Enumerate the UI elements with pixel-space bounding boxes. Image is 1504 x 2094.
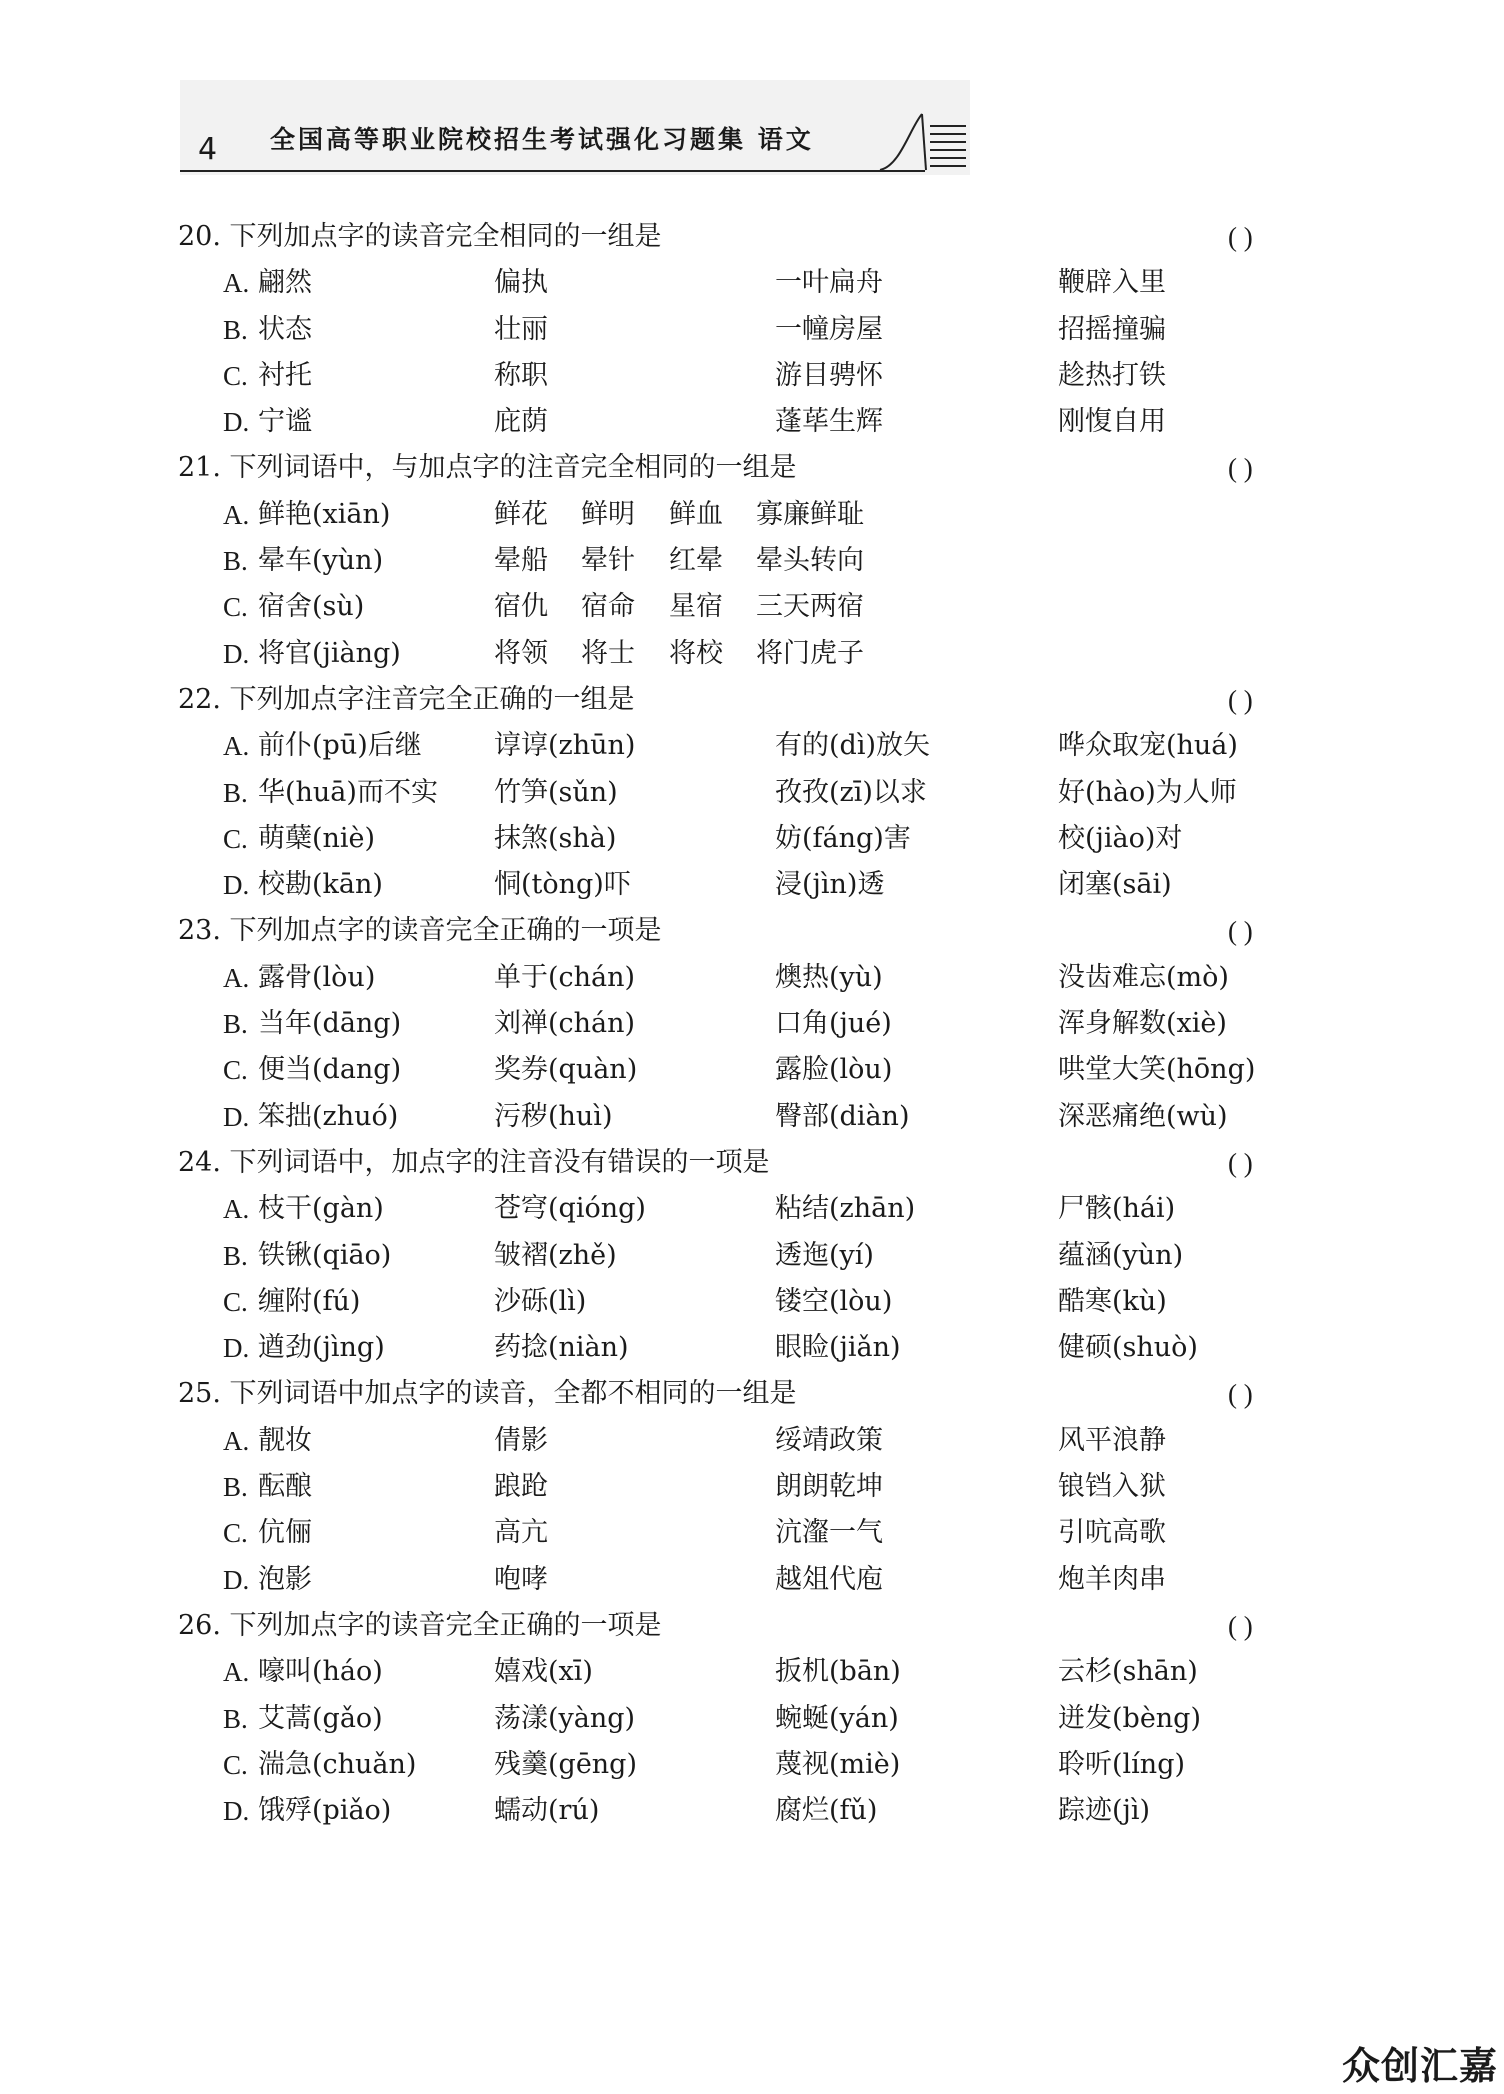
option-item: 便当(dang): [258, 1054, 402, 1086]
option-row-c: [178, 1279, 1338, 1325]
option-label: B.: [223, 1009, 248, 1040]
header-divider: [180, 170, 925, 172]
question-text: 26. 下列加点字的读音完全正确的一项是: [178, 1609, 662, 1641]
option-item: 云杉(shān): [1058, 1656, 1198, 1688]
question-23: [178, 908, 1338, 1139]
option-row-a: [178, 1649, 1338, 1695]
option-item: 污秽(huì): [494, 1100, 613, 1132]
option-label: D.: [223, 1333, 250, 1364]
option-row-a: [178, 723, 1338, 769]
running-header: [180, 80, 970, 180]
option-item: 蜿蜒(yán): [775, 1702, 899, 1734]
option-item: 招摇撞骗: [1058, 313, 1166, 345]
option-item: 校勘(kān): [258, 869, 383, 901]
option-item: 咆哮: [494, 1563, 548, 1595]
option-label: B.: [223, 1472, 248, 1503]
option-item: 刚愎自用: [1058, 406, 1166, 438]
option-item: 枝干(gàn): [258, 1193, 384, 1225]
answer-bracket[interactable]: ( ): [1228, 1610, 1253, 1641]
option-label: A.: [223, 962, 250, 993]
option-item: 燠热(yù): [775, 961, 883, 993]
question-21: [178, 445, 1338, 676]
option-item: 没齿难忘(mò): [1058, 961, 1229, 993]
option-row-d: [178, 1557, 1338, 1603]
option-label: B.: [223, 546, 248, 577]
option-row-c: [178, 353, 1338, 399]
question-stem: [178, 445, 1338, 491]
option-item: 朗朗乾坤: [775, 1471, 883, 1503]
option-label: A.: [223, 731, 250, 762]
option-item: 孜孜(zī)以求: [775, 776, 927, 808]
answer-bracket[interactable]: ( ): [1228, 222, 1253, 252]
option-item: 一幢房屋: [775, 313, 883, 345]
option-label: C.: [223, 1055, 248, 1086]
option-item: 鲜血: [669, 498, 723, 530]
option-row-b: [178, 1464, 1338, 1510]
option-item: 竹笋(sǔn): [494, 776, 618, 808]
option-label: A.: [223, 499, 250, 530]
option-item: 风平浪静: [1058, 1424, 1166, 1456]
question-stem: [178, 1371, 1338, 1417]
option-item: 踉跄: [494, 1471, 548, 1503]
option-item: 将士: [581, 637, 635, 669]
option-label: A.: [223, 268, 250, 299]
option-item: 蓬荜生辉: [775, 406, 883, 438]
option-item: 宿命: [581, 591, 635, 623]
option-item: 哄堂大笑(hōng): [1058, 1054, 1256, 1086]
option-item: 靓妆: [258, 1424, 312, 1456]
option-label: D.: [223, 638, 250, 669]
option-row-b: [178, 1233, 1338, 1279]
question-text: 25. 下列词语中加点字的读音，全都不相同的一组是: [178, 1378, 797, 1410]
option-item: 抹煞(shà): [494, 822, 617, 854]
option-label: D.: [223, 407, 250, 438]
option-row-b: [178, 307, 1338, 353]
option-item: 宿仇: [494, 591, 548, 623]
option-row-d: [178, 631, 1338, 677]
option-row-a: [178, 1186, 1338, 1232]
option-item: 谆谆(zhūn): [494, 730, 636, 762]
question-22: [178, 677, 1338, 908]
option-item: 校(jiào)对: [1058, 822, 1183, 854]
option-row-d: [178, 1788, 1338, 1834]
option-item: 踪迹(jì): [1058, 1795, 1151, 1827]
option-item: 刘禅(chán): [494, 1008, 636, 1040]
option-item: 将校: [669, 637, 723, 669]
question-stem: [178, 1140, 1338, 1186]
option-item: 荡漾(yàng): [494, 1702, 636, 1734]
question-text: 22. 下列加点字注音完全正确的一组是: [178, 683, 635, 715]
question-text: 20. 下列加点字的读音完全相同的一组是: [178, 221, 662, 252]
answer-bracket[interactable]: ( ): [1228, 1379, 1253, 1410]
option-item: 蔑视(miè): [775, 1748, 901, 1780]
option-item: 浑身解数(xiè): [1058, 1008, 1227, 1040]
option-item: 腐烂(fǔ): [775, 1795, 878, 1827]
book-stack-icon: [870, 108, 970, 178]
option-item: 称职: [494, 359, 548, 391]
option-item: 鞭辟入里: [1058, 267, 1166, 299]
question-stem: [178, 214, 1338, 260]
option-label: D.: [223, 1101, 250, 1132]
option-item: 苍穹(qióng): [494, 1193, 646, 1225]
option-item: 宁谧: [258, 406, 312, 438]
question-25: [178, 1371, 1338, 1602]
option-item: 恫(tòng)吓: [494, 869, 631, 901]
option-row-b: [178, 1696, 1338, 1742]
option-item: 衬托: [258, 359, 312, 391]
option-item: 铁锹(qiāo): [258, 1239, 392, 1271]
option-item: 红晕: [669, 545, 723, 577]
option-item: 蠕动(rú): [494, 1795, 600, 1827]
option-item: 闭塞(sāi): [1058, 869, 1172, 901]
option-item: 晕头转向: [756, 545, 864, 577]
option-item: 沙砾(lì): [494, 1285, 587, 1317]
option-item: 壮丽: [494, 313, 548, 345]
option-item: 晕船: [494, 545, 548, 577]
option-item: 引吭高歌: [1058, 1517, 1166, 1549]
option-item: 药捻(niàn): [494, 1332, 629, 1364]
option-item: 萌蘖(niè): [258, 822, 376, 854]
option-item: 泡影: [258, 1563, 312, 1595]
option-item: 浸(jìn)透: [775, 869, 885, 901]
option-item: 笨拙(zhuó): [258, 1100, 399, 1132]
question-list: [178, 214, 1338, 1834]
question-stem: [178, 1603, 1338, 1649]
question-text: 21. 下列词语中，与加点字的注音完全相同的一组是: [178, 452, 797, 484]
option-label: C.: [223, 1749, 248, 1780]
option-item: 残羹(gēng): [494, 1748, 638, 1780]
option-item: 高亢: [494, 1517, 548, 1549]
option-item: 眼睑(jiǎn): [775, 1332, 901, 1364]
option-item: 越俎代庖: [775, 1563, 883, 1595]
option-row-b: [178, 770, 1338, 816]
question-stem: [178, 677, 1338, 723]
book-title: 全国高等职业院校招生考试强化习题集 语文: [270, 125, 814, 154]
option-item: 露脸(lòu): [775, 1054, 893, 1086]
watermark-logo: 众创汇嘉: [1341, 2044, 1498, 2088]
option-item: 趁热打铁: [1058, 359, 1166, 391]
question-text: 24. 下列词语中，加点字的注音没有错误的一项是: [178, 1146, 770, 1178]
option-label: A.: [223, 1194, 250, 1225]
option-item: 沆瀣一气: [775, 1517, 883, 1549]
question-20: [178, 214, 1338, 445]
option-label: A.: [223, 1425, 250, 1456]
answer-bracket[interactable]: ( ): [1228, 1147, 1253, 1178]
option-label: C.: [223, 823, 248, 854]
option-head: 鲜艳(xiān): [258, 498, 391, 530]
option-item: 将门虎子: [756, 637, 864, 669]
option-item: 露骨(lòu): [258, 961, 376, 993]
option-row-c: [178, 1510, 1338, 1556]
option-item: 庇荫: [494, 406, 548, 438]
option-label: C.: [223, 1286, 248, 1317]
question-26: [178, 1603, 1338, 1834]
option-row-d: [178, 1325, 1338, 1371]
option-item: 镂空(lòu): [775, 1285, 893, 1317]
option-item: 当年(dāng): [258, 1008, 402, 1040]
option-item: 鲜花: [494, 498, 548, 530]
option-item: 好(hào)为人师: [1058, 776, 1237, 808]
option-item: 蕴涵(yùn): [1058, 1239, 1184, 1271]
option-item: 华(huā)而不实: [258, 776, 438, 808]
option-item: 前仆(pū)后继: [258, 730, 422, 762]
option-label: D.: [223, 1564, 250, 1595]
option-row-c: [178, 816, 1338, 862]
option-item: 伉俪: [258, 1517, 312, 1549]
option-item: 倩影: [494, 1424, 548, 1456]
option-item: 绥靖政策: [775, 1424, 883, 1456]
option-row-a: [178, 955, 1338, 1001]
option-label: C.: [223, 1518, 248, 1549]
option-item: 湍急(chuǎn): [258, 1748, 417, 1780]
option-item: 迸发(bèng): [1058, 1702, 1202, 1734]
option-item: 有的(dì)放矢: [775, 730, 930, 762]
option-item: 遒劲(jìng): [258, 1332, 385, 1364]
option-label: B.: [223, 1703, 248, 1734]
option-item: 聆听(líng): [1058, 1748, 1186, 1780]
page-number: 4: [198, 132, 218, 167]
option-head: 将官(jiàng): [258, 637, 401, 669]
option-item: 游目骋怀: [775, 359, 883, 391]
option-item: 口角(jué): [775, 1008, 892, 1040]
option-item: 单于(chán): [494, 961, 636, 993]
option-row-a: [178, 260, 1338, 306]
option-item: 嚎叫(háo): [258, 1656, 383, 1688]
option-item: 翩然: [258, 267, 312, 299]
option-item: 缠附(fú): [258, 1285, 361, 1317]
option-item: 三天两宿: [756, 591, 864, 623]
option-row-c: [178, 1742, 1338, 1788]
option-label: C.: [223, 592, 248, 623]
option-item: 奖券(quàn): [494, 1054, 638, 1086]
option-label: D.: [223, 870, 250, 901]
option-item: 妨(fáng)害: [775, 822, 911, 854]
option-item: 健硕(shuò): [1058, 1332, 1198, 1364]
option-item: 鲜明: [581, 498, 635, 530]
option-item: 哗众取宠(huá): [1058, 730, 1238, 762]
option-label: B.: [223, 314, 248, 345]
option-row-c: [178, 1047, 1338, 1093]
answer-bracket[interactable]: ( ): [1228, 453, 1253, 484]
option-item: 扳机(bān): [775, 1656, 901, 1688]
option-row-a: [178, 1418, 1338, 1464]
option-item: 一叶扁舟: [775, 267, 883, 299]
option-label: A.: [223, 1657, 250, 1688]
option-item: 臀部(diàn): [775, 1100, 910, 1132]
option-head: 宿舍(sù): [258, 591, 365, 623]
option-item: 深恶痛绝(wù): [1058, 1100, 1228, 1132]
option-row-d: [178, 399, 1338, 445]
option-row-d: [178, 1094, 1338, 1140]
option-item: 星宿: [669, 591, 723, 623]
option-item: 炮羊肉串: [1058, 1563, 1166, 1595]
option-item: 饿殍(piǎo): [258, 1795, 392, 1827]
option-item: 粘结(zhān): [775, 1193, 916, 1225]
option-head: 晕车(yùn): [258, 545, 384, 577]
answer-bracket[interactable]: ( ): [1228, 916, 1253, 947]
option-row-b: [178, 538, 1338, 584]
option-item: 尸骸(hái): [1058, 1193, 1176, 1225]
answer-bracket[interactable]: ( ): [1228, 684, 1253, 715]
option-item: 皱褶(zhě): [494, 1239, 617, 1271]
option-item: 嬉戏(xī): [494, 1656, 593, 1688]
option-item: 晕针: [581, 545, 635, 577]
option-item: 寡廉鲜耻: [756, 498, 864, 530]
option-row-c: [178, 584, 1338, 630]
option-row-a: [178, 492, 1338, 538]
question-24: [178, 1140, 1338, 1371]
question-stem: [178, 908, 1338, 954]
question-text: 23. 下列加点字的读音完全正确的一项是: [178, 915, 662, 947]
option-item: 锒铛入狱: [1058, 1471, 1166, 1503]
option-label: D.: [223, 1796, 250, 1827]
option-item: 将领: [494, 637, 548, 669]
option-label: B.: [223, 1240, 248, 1271]
option-label: C.: [223, 360, 248, 391]
option-item: 透迤(yí): [775, 1239, 874, 1271]
option-item: 状态: [258, 313, 312, 345]
option-item: 艾蒿(gǎo): [258, 1702, 383, 1734]
option-label: B.: [223, 777, 248, 808]
option-row-b: [178, 1001, 1338, 1047]
option-item: 酷寒(kù): [1058, 1285, 1167, 1317]
option-item: 偏执: [494, 267, 548, 299]
option-item: 酝酿: [258, 1471, 312, 1503]
option-row-d: [178, 862, 1338, 908]
